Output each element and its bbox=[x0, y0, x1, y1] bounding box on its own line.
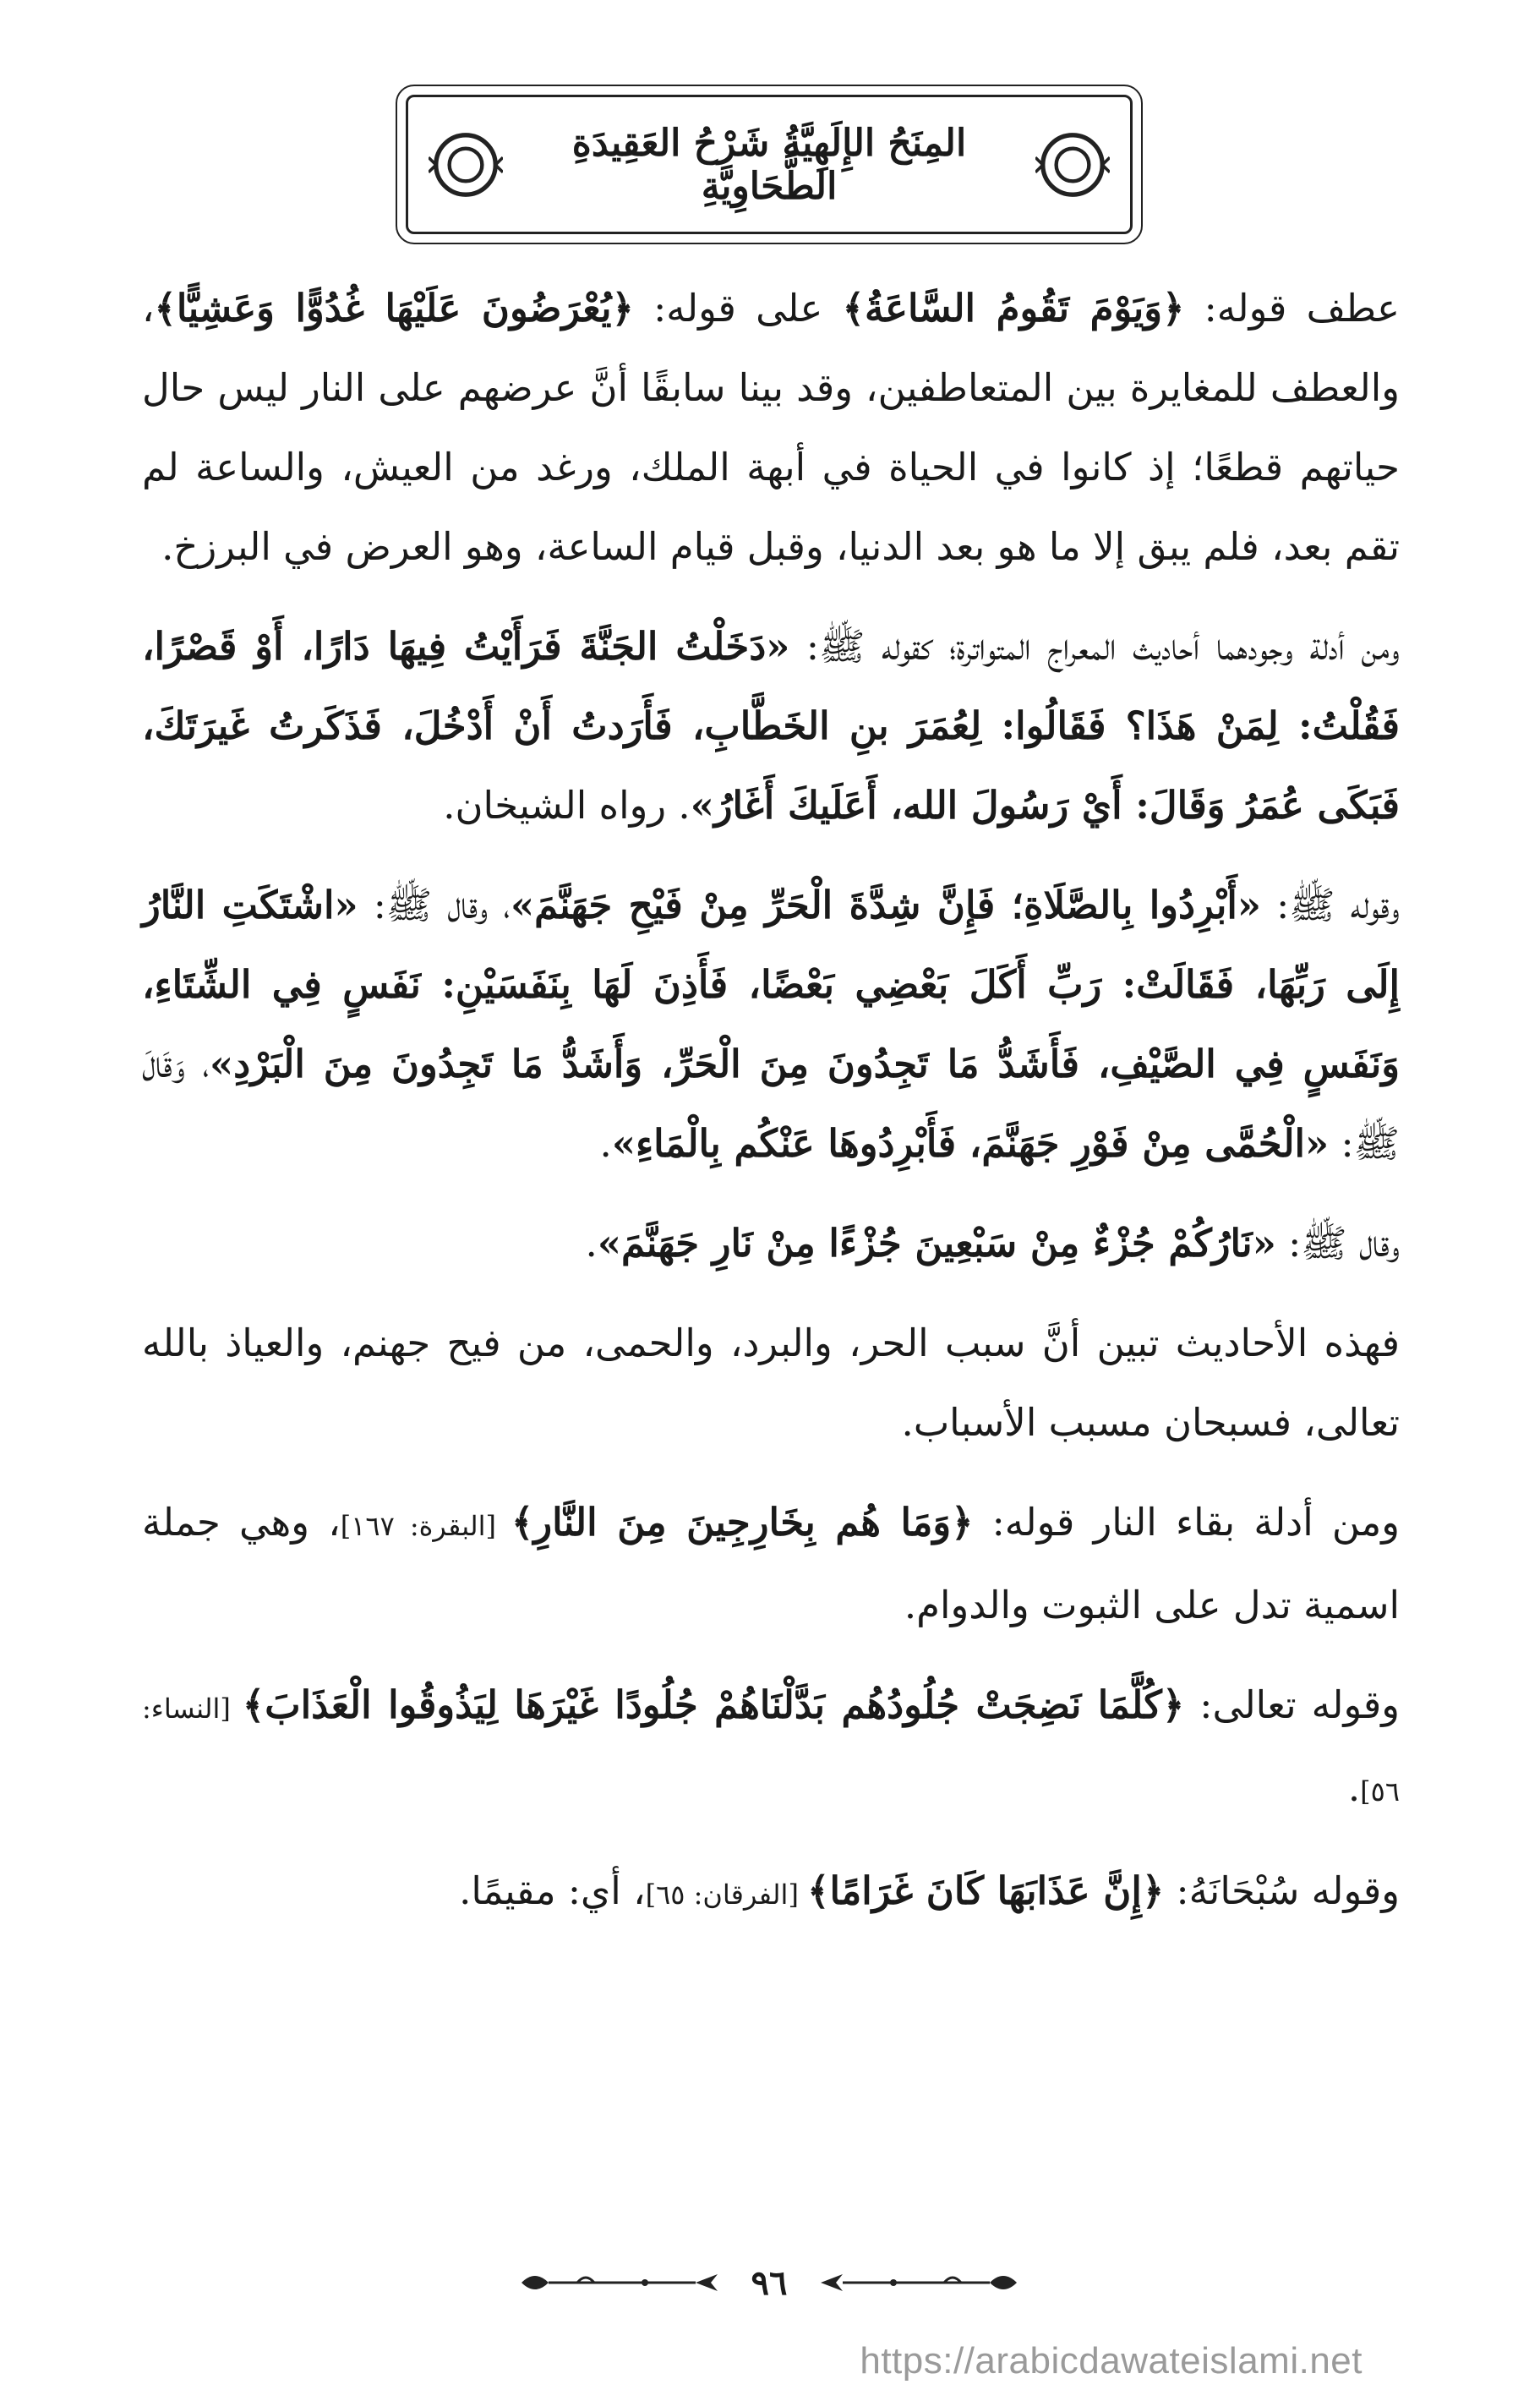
text-run: ومن أدلة وجودهما أحاديث المعراج المتواترة؛ كقوله ﷺ: bbox=[789, 624, 1400, 669]
paragraph bbox=[142, 607, 1400, 845]
hadith-quote: «الْحُمَّى مِنْ فَوْرِ جَهَنَّمَ، فَأَبْرِدُوهَا عَنْكُم بِالْمَاءِ» bbox=[611, 1121, 1330, 1166]
text-run: ، وَقَالَ ﷺ: bbox=[142, 1042, 1400, 1166]
hadith-quote: «دَخَلْتُ الجَنَّةَ فَرَأَيْتُ فِيهَا دَارًا، أَوْ قَصْرًا، فَقُلْتُ: لِمَنْ هَذَا؟ فَقَالُوا: لِعُمَرَ بنِ الخَطَّابِ، فَأَرَدتُ أَنْ أَدْخُلَ، فَذَكَرتُ غَيرَتَكَ، فَبَكَى عُمَرُ وَقَالَ: أَيْ رَسُولَ الله، أَعَلَيكَ أَغَارُ» bbox=[142, 624, 1400, 828]
text-run: . bbox=[585, 1221, 598, 1266]
hadith-quote: «أَبْرِدُوا بِالصَّلَاةِ؛ فَإِنَّ شِدَّةَ الْحَرِّ مِنْ فَيْحِ جَهَنَّمَ» bbox=[511, 883, 1262, 927]
text-run: فهذه الأحاديث تبين أنَّ سبب الحر، والبرد، والحمى، من فيح جهنم، والعياذ بالله تعالى، فسبحان مسبب الأسباب. bbox=[142, 1321, 1400, 1445]
text-run: ومن أدلة بقاء النار قوله: bbox=[973, 1500, 1400, 1545]
paragraph bbox=[142, 1304, 1400, 1463]
quran-verse: ﴿كُلَّمَا نَضِجَتْ جُلُودُهُم بَدَّلْنَاهُمْ جُلُودًا غَيْرَهَا لِيَذُوقُوا الْعَذَابَ﴾ bbox=[242, 1682, 1185, 1727]
watermark-url: https://arabicdawateislami.net bbox=[860, 2340, 1363, 2382]
text-run: ، وقال ﷺ: bbox=[358, 883, 511, 927]
page-number: ٩٦ bbox=[751, 2262, 788, 2303]
verse-reference: [النساء: ٥٦] bbox=[142, 1693, 1400, 1808]
text-run: ، وهي جملة اسمية تدل على الثبوت والدوام. bbox=[142, 1500, 1400, 1627]
page-footer bbox=[499, 2249, 1040, 2316]
paragraph bbox=[142, 866, 1400, 1184]
hadith-quote: «نَارُكُمْ جُزْءٌ مِنْ سَبْعِينَ جُزْءًا مِنْ نَارِ جَهَنَّمَ» bbox=[597, 1221, 1276, 1266]
text-run: وقوله تعالى: bbox=[1184, 1682, 1401, 1727]
quran-verse: ﴿وَمَا هُم بِخَارِجِينَ مِنَ النَّارِ﴾ bbox=[511, 1500, 974, 1545]
text-run: ، والعطف للمغايرة بين المتعاطفين، وقد بينا سابقًا أنَّ عرضهم على النار ليس حال حياتهم قطعًا؛ إذ كانوا في الحياة في أبهة الملك، ورغد من العيش، والساعة لم تقم بعد، فلم يبق إلا ما هو بعد الدنيا، وقبل قيام الساعة، وهو العرض في البرزخ. bbox=[142, 286, 1400, 569]
quran-verse: ﴿وَيَوْمَ تَقُومُ السَّاعَةُ﴾ bbox=[842, 286, 1185, 331]
footer-ornament-icon bbox=[817, 2266, 1020, 2300]
text-run: على قوله: bbox=[633, 286, 843, 331]
paragraph bbox=[142, 1204, 1400, 1283]
ornament-icon bbox=[429, 128, 503, 202]
text-run: . bbox=[1347, 1765, 1361, 1810]
verse-reference: [الفرقان: ٦٥] bbox=[645, 1879, 808, 1911]
verse-reference: [البقرة: ١٦٧] bbox=[340, 1510, 512, 1542]
text-run: وقوله سُبْحَانَهُ: bbox=[1164, 1868, 1400, 1913]
paragraph bbox=[142, 1483, 1400, 1645]
page-body bbox=[142, 269, 1400, 1955]
hadith-quote: «اشْتَكَتِ النَّارُ إِلَى رَبِّهَا، فَقَالَتْ: رَبِّ أَكَلَ بَعْضِي بَعْضًا، فَأَذِنَ لَهَا بِنَفَسَيْنِ: نَفَسٍ فِي الشِّتَاءِ، وَنَفَسٍ فِي الصَّيْفِ، فَأَشَدُّ مَا تَجِدُونَ مِنَ الْحَرِّ، وَأَشَدُّ مَا تَجِدُونَ مِنَ الْبَرْدِ» bbox=[142, 883, 1400, 1086]
text-run: وقال ﷺ: bbox=[1275, 1221, 1400, 1266]
header-frame bbox=[406, 95, 1133, 234]
text-run: ، أي: مقيمًا. bbox=[459, 1868, 646, 1913]
paragraph bbox=[142, 1665, 1400, 1831]
text-run: عطف قوله: bbox=[1184, 286, 1400, 331]
paragraph bbox=[142, 269, 1400, 587]
footer-ornament-icon bbox=[518, 2266, 721, 2300]
text-run: . bbox=[599, 1121, 612, 1166]
quran-verse: ﴿يُعْرَضُونَ عَلَيْهَا غُدُوًّا وَعَشِيًّا﴾ bbox=[154, 286, 634, 331]
running-header-title: المِنَحُ الإِلَهِيَّةُ شَرْحُ العَقِيدَةِ الطَّحَاوِيَّةِ bbox=[571, 121, 967, 208]
ornament-icon bbox=[1035, 128, 1110, 202]
quran-verse: ﴿إِنَّ عَذَابَهَا كَانَ غَرَامًا﴾ bbox=[807, 1868, 1165, 1913]
text-run: وقوله ﷺ: bbox=[1261, 883, 1400, 927]
text-run: . رواه الشيخان. bbox=[443, 783, 691, 828]
paragraph bbox=[142, 1851, 1400, 1934]
